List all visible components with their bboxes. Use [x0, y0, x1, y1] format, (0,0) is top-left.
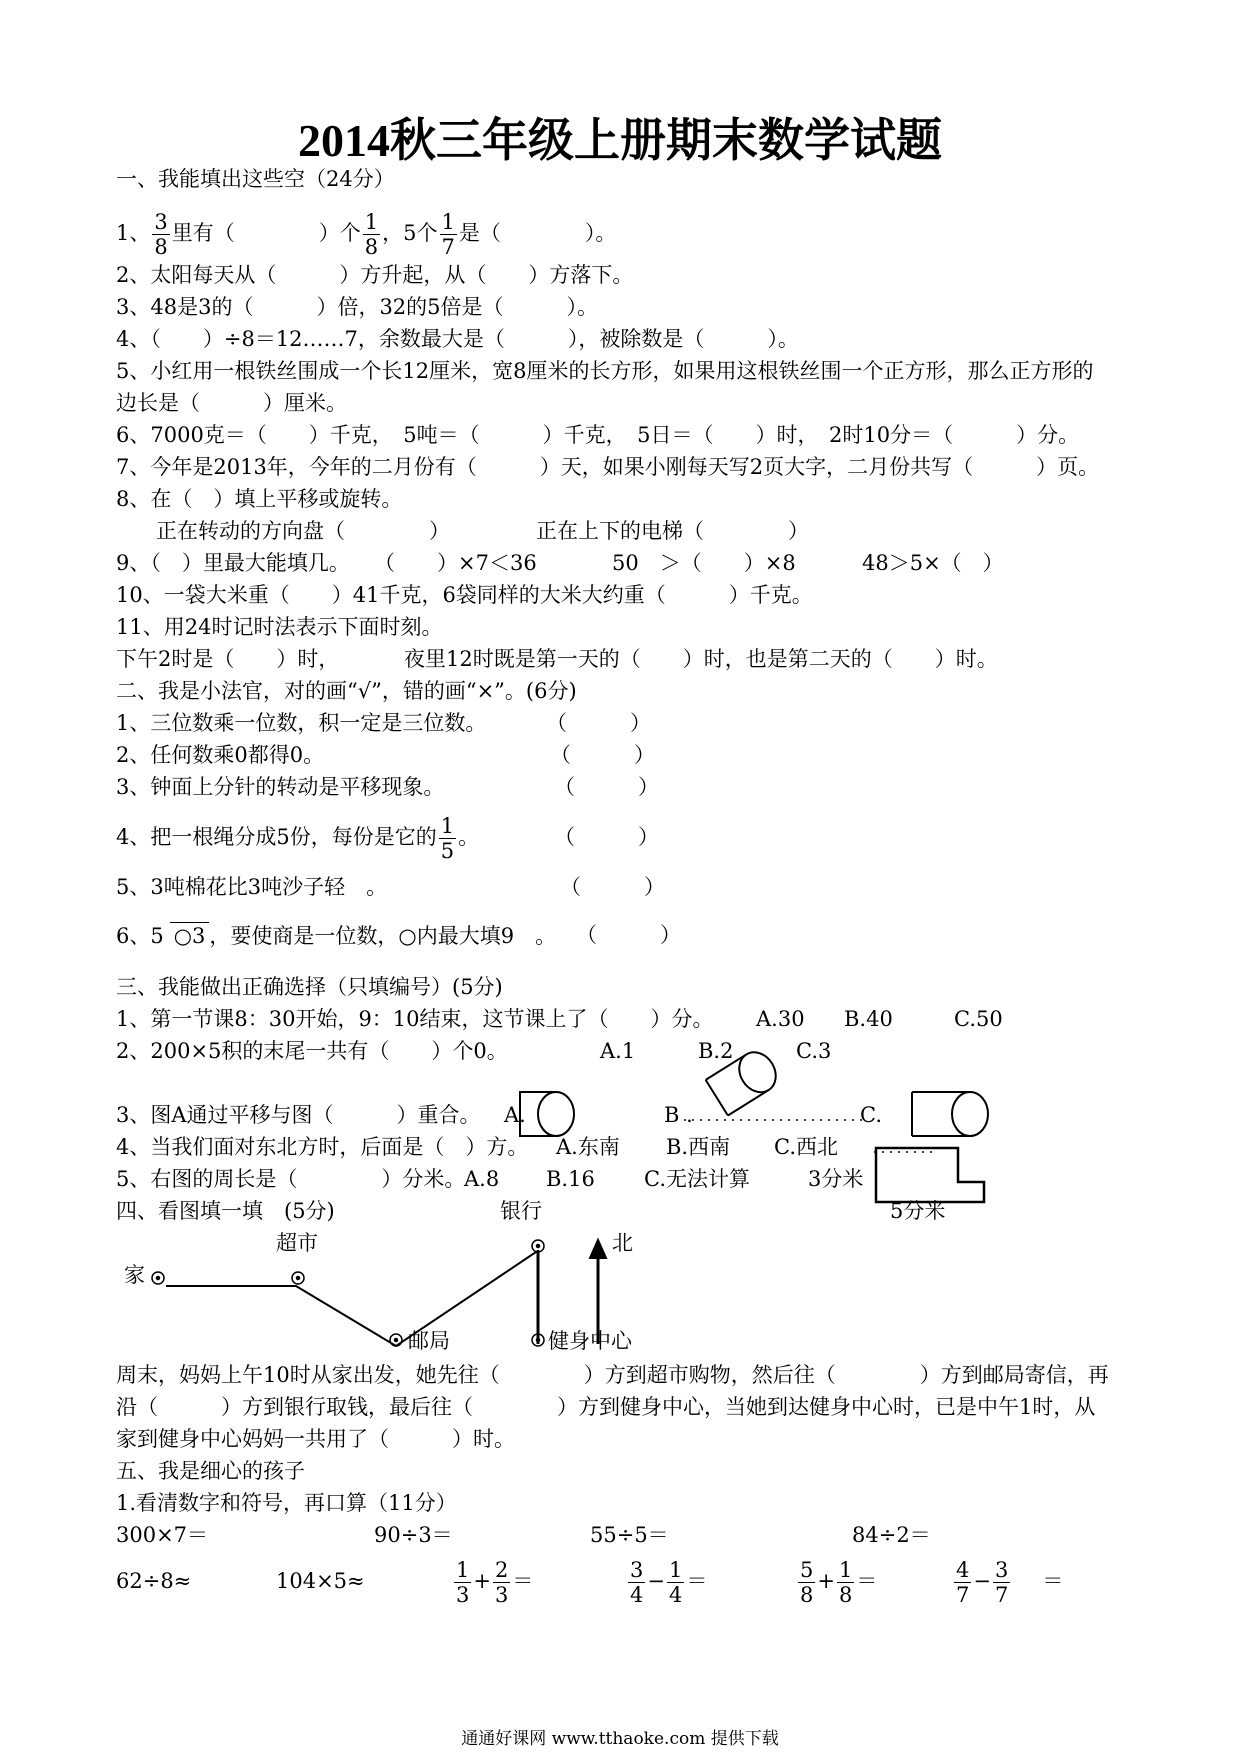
fraction-expression: $\frac{4}{7}$ − $\frac{3}{7}$ ＝	[956, 1558, 1064, 1607]
question-3-5: 5、右图的周长是（ ）分米。	[116, 1167, 466, 1191]
question-1-9-c: 48＞5×（ ）	[862, 551, 1004, 575]
question-1-2: 2、太阳每天从（ ）方升起，从（ ）方落下。	[116, 263, 634, 287]
fraction-expression: $\frac{3}{4}$ − $\frac{1}{4}$ ＝	[630, 1558, 708, 1607]
option-a: A.	[504, 1103, 526, 1127]
page-title: 2014秋三年级上册期末数学试题	[298, 115, 942, 166]
question-1-11: 11、用24时记时法表示下面时刻。	[116, 615, 443, 639]
option-b: B.16	[546, 1167, 595, 1191]
question-1-3: 3、48是3的（ ）倍，32的5倍是（ ）。	[116, 295, 599, 319]
section-3-heading: 三、我能做出正确选择（只填编号）(5分)	[116, 975, 503, 999]
mental-math-item: 104×5≈	[276, 1569, 365, 1593]
option-a: A.30	[756, 1007, 805, 1031]
question-text: 6、5	[116, 924, 164, 948]
question-1-4: 4、（ ）÷8＝12……7，余数最大是（ ），被除数是（ ）。	[116, 327, 799, 351]
question-1-5-cont: 边长是（ ）厘米。	[116, 391, 347, 415]
question-text: 4、把一根绳分成5份，每份是它的	[116, 825, 437, 849]
section-4-text-3: 家到健身中心妈妈一共用了（ ）时。	[116, 1427, 515, 1451]
answer-paren: （ ）	[554, 825, 659, 849]
section-4-text-2: 沿（ ）方到银行取钱，最后往（ ）方到健身中心，当她到达健身中心时，已是中午1时，从	[116, 1395, 1096, 1419]
map-label-market: 超市	[276, 1231, 318, 1255]
mental-math-item: 90÷3＝	[374, 1523, 453, 1547]
option-c: C.无法计算	[644, 1167, 750, 1191]
section-4-text-1: 周末，妈妈上午10时从家出发，她先往（ ）方到超市购物，然后往（ ）方到邮局寄信，再	[116, 1363, 1109, 1387]
option-a: A.8	[464, 1167, 500, 1191]
dimension-label-height: 3分米	[808, 1167, 864, 1191]
fraction: $\frac{1}{5}$	[440, 814, 455, 863]
option-a: A.东南	[556, 1135, 620, 1159]
option-a: A.1	[600, 1039, 636, 1063]
question-3-3: 3、图A通过平移与图（ ）重合。	[116, 1103, 481, 1127]
question-1-9-a: （ ）×7＜36	[374, 551, 537, 575]
fraction-expression: $\frac{1}{3}$ + $\frac{2}{3}$ ＝	[456, 1558, 534, 1607]
shape-c-cylinder	[912, 1092, 988, 1136]
mental-math-item: 62÷8≈	[116, 1569, 192, 1593]
map-label-post-office: 邮局	[408, 1329, 450, 1353]
map-label-gym: 健身中心	[548, 1329, 632, 1353]
fraction-expression: $\frac{5}{8}$ + $\frac{1}{8}$ ＝	[800, 1558, 878, 1607]
fraction: $\frac{3}{4}$	[630, 1558, 644, 1607]
question-1-7: 7、今年是2013年，今年的二月份有（ ）天，如果小刚每天写2页大字，二月份共写（ ）页。	[116, 455, 1100, 479]
option-c: C.3	[796, 1039, 832, 1063]
question-1-9: 9、（ ）里最大能填几。	[116, 551, 350, 575]
question-1-5: 5、小红用一根铁丝围成一个长12厘米，宽8厘米的长方形，如果用这根铁丝围一个正方形，那么正方形的	[116, 359, 1094, 383]
option-b: B .	[664, 1103, 693, 1127]
fraction: $\frac{1}{7}$	[441, 210, 455, 259]
fraction: $\frac{1}{4}$	[668, 1558, 683, 1607]
map-label-home: 家	[124, 1263, 145, 1287]
section-1-heading: 一、我能填出这些空（24分）	[116, 167, 395, 191]
option-b: B.40	[844, 1007, 893, 1031]
question-1-1	[116, 208, 616, 259]
fraction: $\frac{3}{7}$	[994, 1558, 1009, 1607]
map-route	[166, 1240, 606, 1346]
mental-math-item: 300×7＝	[116, 1523, 209, 1547]
question-text: 。	[458, 825, 480, 849]
answer-paren: （ ）	[550, 743, 655, 767]
question-2-2: 2、任何数乘0都得0。	[116, 743, 325, 767]
q-number: 1、	[116, 221, 151, 245]
fraction: $\frac{1}{8}$	[838, 1558, 853, 1607]
l-shape-figure	[876, 1148, 984, 1202]
question-3-2: 2、200×5积的末尾一共有（ ）个0。	[116, 1039, 508, 1063]
option-b: B.2	[698, 1039, 734, 1063]
section-2-heading: 二、我是小法官，对的画“√”，错的画“×”。(6分)	[116, 679, 577, 703]
section-5-subheading: 1.看清数字和符号，再口算（11分）	[116, 1491, 457, 1515]
dimension-label-width: 5分米	[890, 1199, 946, 1223]
question-1-10: 10、一袋大米重（ ）41千克，6袋同样的大米大约重（ ）千克。	[116, 583, 813, 607]
option-c: C.西北	[774, 1135, 838, 1159]
fraction: $\frac{2}{3}$	[494, 1558, 509, 1607]
question-2-4	[116, 812, 479, 863]
answer-paren: （ ）	[576, 923, 681, 947]
question-1-8: 8、在（ ）填上平移或旋转。	[116, 487, 403, 511]
question-2-6	[116, 922, 556, 949]
option-b: B.西南	[666, 1135, 731, 1159]
question-1-8-a: 正在转动的方向盘（ ）	[156, 519, 450, 543]
question-1-9-b: 50 ＞（ ）×8	[612, 551, 796, 575]
question-3-1: 1、第一节课8：30开始，9：10结束，这节课上了（ ）分。	[116, 1007, 714, 1031]
fraction: $\frac{4}{7}$	[956, 1558, 970, 1607]
shape-a-cylinder	[520, 1092, 574, 1136]
map-label-bank: 银行	[500, 1199, 542, 1223]
mental-math-item: 84÷2＝	[852, 1523, 931, 1547]
fraction: $\frac{1}{3}$	[456, 1558, 470, 1607]
question-1-11-b: 夜里12时既是第一天的（ ）时，也是第二天的（ ）时。	[404, 647, 998, 671]
section-4-heading: 四、看图填一填 (5分)	[116, 1199, 335, 1223]
answer-paren: （ ）	[554, 775, 659, 799]
option-c: C.	[860, 1103, 882, 1127]
map-markers	[152, 1240, 544, 1346]
answer-paren: （ ）	[560, 875, 665, 899]
fraction: $\frac{5}{8}$	[800, 1558, 814, 1607]
fraction: $\frac{3}{8}$	[154, 210, 168, 259]
question-1-6: 6、7000克＝（ ）千克， 5吨＝（ ）千克， 5日＝（ ）时， 2时10分＝（ ）分。	[116, 423, 1080, 447]
question-2-1: 1、三位数乘一位数，积一定是三位数。	[116, 711, 487, 735]
question-text: 是（ ）。	[458, 221, 617, 245]
section-5-heading: 五、我是细心的孩子	[116, 1459, 305, 1483]
question-3-4: 4、当我们面对东北方时，后面是（ ）方。	[116, 1135, 529, 1159]
map-label-north: 北	[612, 1231, 633, 1255]
question-2-5: 5、3吨棉花比3吨沙子轻 。	[116, 875, 388, 899]
question-2-3: 3、钟面上分针的转动是平移现象。	[116, 775, 445, 799]
long-division-dividend: ○3	[170, 922, 210, 949]
question-text: ，5个	[382, 221, 438, 245]
answer-paren: （ ）	[546, 711, 651, 735]
question-1-8-b: 正在上下的电梯（ ）	[536, 519, 809, 543]
option-c: C.50	[954, 1007, 1003, 1031]
footer: 通通好课网 www.tthaoke.com 提供下载	[461, 1729, 779, 1749]
question-1-11-a: 下午2时是（ ）时，	[116, 647, 340, 671]
fraction: $\frac{1}{8}$	[364, 210, 379, 259]
question-text: ，要使商是一位数，○内最大填9 。	[209, 924, 557, 948]
mental-math-item: 55÷5＝	[590, 1523, 669, 1547]
question-text: 里有（ ）个	[171, 221, 361, 245]
